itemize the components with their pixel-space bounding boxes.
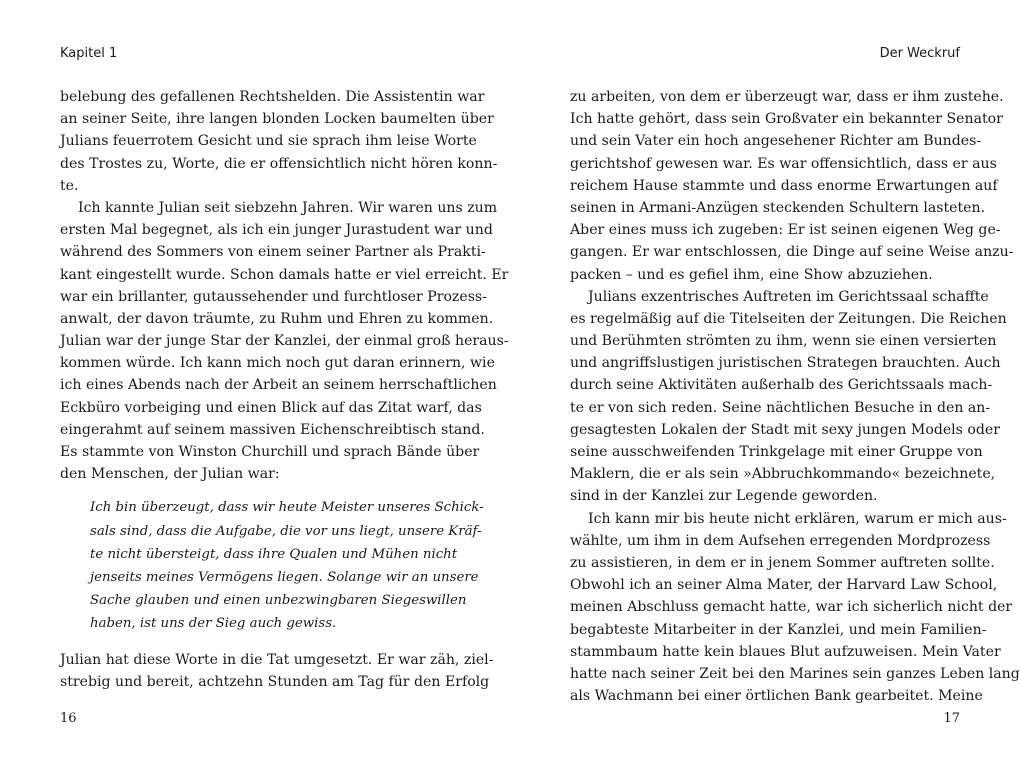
paragraph	[60, 86, 498, 197]
text-line: reichem Hause stammte und dass enorme Erwartungen auf	[570, 177, 998, 194]
text-line: seine ausschweifenden Trinkgelage mit einer Gruppe von	[570, 444, 983, 460]
text-line: es regelmäßig auf die Titelseiten der Zeitungen. Die Reichen	[570, 310, 1007, 327]
text-line: war ein brillanter, gutaussehender und furchtloser Prozess-	[60, 288, 487, 305]
text-line: hatte nach seiner Zeit bei den Marines sein ganzes Leben lang	[570, 665, 1020, 682]
paragraph	[60, 649, 494, 693]
text-line: Ich bin überzeugt, dass wir heute Meister unseres Schick-	[90, 500, 484, 516]
text-line: Obwohl ich an seiner Alma Mater, der Harvard Law School,	[570, 577, 998, 594]
text-line: Ich kann mir bis heute nicht erklären, warum er mich aus-	[588, 510, 1007, 527]
text-line: te er von sich reden. Seine nächtlichen Besuche in den an-	[570, 399, 991, 416]
text-line: und angriffslustigen juristischen Strategen brauchten. Auch	[570, 355, 1001, 372]
text-line: Sache glauben und einen unbezwingbaren Siegeswillen	[90, 593, 467, 609]
text-line: an seiner Seite, ihre langen blonden Locken baumelten über	[60, 111, 494, 128]
text-line: meinen Abschluss gemacht hatte, war ich sicherlich nicht der	[570, 599, 1013, 616]
text-line: jenseits meines Vermögens liegen. Solange wir an unsere	[90, 569, 479, 585]
text-line: Aber eines muss ich zugeben: Er ist seinen eigenen Weg ge-	[570, 222, 1001, 239]
page-number-left: 16	[60, 711, 77, 726]
text-line: wählte, um ihm in dem Aufsehen erregenden Mordprozess	[570, 532, 991, 549]
text-line: eingerahmt auf seinem massiven Eichenschreibtisch stand.	[60, 421, 485, 438]
text-line: Es stammte von Winston Churchill und sprach Bände über	[60, 444, 480, 460]
text-line: den Menschen, der Julian war:	[60, 466, 280, 483]
text-line: belebung des gefallenen Rechtshelden. Die Assistentin war	[60, 89, 485, 105]
text-line: zu assistieren, in dem er in jenem Sommer auftreten sollte.	[570, 554, 995, 571]
text-line: sind in der Kanzlei zur Legende geworden.	[570, 488, 878, 505]
text-line: ich eines Abends nach der Arbeit an seinem herrschaftlichen	[60, 377, 497, 394]
text-line: Eckbüro vorbeiging und einen Blick auf das Zitat warf, das	[60, 399, 482, 416]
text-line: te.	[60, 177, 79, 194]
text-line: Julian hat diese Worte in die Tat umgesetzt. Er war zäh, ziel-	[60, 651, 494, 668]
text-line: te nicht übersteigt, dass ihre Qualen und Mühen nicht	[90, 546, 458, 562]
text-line: Julians exzentrisches Auftreten im Gerichtssaal schaffte	[588, 288, 989, 305]
text-line: gangen. Er war entschlossen, die Dinge auf seine Weise anzu-	[570, 244, 1014, 261]
text-line: sals sind, dass die Aufgabe, die vor uns liegt, unsere Kräf-	[90, 523, 482, 539]
text-line: haben, ist uns der Sieg auch gewiss.	[90, 616, 337, 632]
text-line: begabteste Mitarbeiter in der Kanzlei, und mein Familien-	[570, 621, 987, 638]
text-line: Ich kannte Julian seit siebzehn Jahren. Wir waren uns zum	[78, 199, 498, 216]
left-page	[60, 0, 509, 763]
text-line: seinen in Armani-Anzügen steckenden Schultern lasteten.	[570, 199, 986, 216]
text-line: Julians feuerrotem Gesicht und sie sprach ihm leise Worte	[60, 133, 477, 150]
right-page	[570, 0, 1020, 763]
text-line: während des Sommers von einem seiner Partner als Prakti-	[60, 244, 486, 261]
running-head-right: Der Weckruf	[879, 46, 960, 61]
text-line: kant eingestellt wurde. Schon damals hatte er viel erreicht. Er	[60, 266, 509, 283]
text-line: gerichtshof gewesen war. Es war offensichtlich, dass er aus	[570, 155, 997, 172]
running-head-left: Kapitel 1	[60, 46, 118, 61]
text-line: strebig und bereit, achtzehn Stunden am Tag für den Erfolg	[60, 673, 490, 690]
text-line: anwalt, der davon träumte, zu Ruhm und Ehren zu kommen.	[60, 310, 494, 327]
left-page-body	[60, 86, 509, 693]
text-line: zu arbeiten, von dem er überzeugt war, dass er ihm zustehe.	[570, 89, 1004, 105]
text-line: kommen würde. Ich kann mich noch gut daran erinnern, wie	[60, 355, 495, 372]
text-line: durch seine Aktivitäten außerhalb des Gerichtssaals mach-	[570, 377, 993, 394]
text-line: Julian war der junge Star der Kanzlei, der einmal groß heraus-	[60, 333, 509, 350]
text-line: stammbaum hatte kein blaues Blut aufzuweisen. Mein Vater	[570, 643, 1001, 660]
text-line: des Trostes zu, Worte, die er offensichtlich nicht hören konn-	[60, 155, 498, 172]
paragraph	[570, 508, 1020, 708]
text-line: gesagtesten Lokalen der Stadt mit sexy jungen Models oder	[570, 421, 1000, 438]
paragraph	[60, 197, 509, 485]
churchill-quote	[90, 497, 484, 636]
text-line: und sein Vater ein hoch angesehener Richter am Bundes-	[570, 133, 982, 150]
text-line: packen – und es gefiel ihm, eine Show abzuziehen.	[570, 266, 933, 283]
text-line: ersten Mal begegnet, als ich ein junger Jurastudent war und	[60, 222, 493, 239]
text-line: Maklern, die er als sein »Abbruchkommando« bezeichnete,	[570, 466, 996, 483]
text-line: als Wachmann bei einer örtlichen Bank gearbeitet. Meine	[570, 688, 983, 705]
right-page-body	[570, 86, 1020, 707]
text-line: Ich hatte gehört, dass sein Großvater ein bekannter Senator	[570, 111, 1003, 128]
paragraph	[570, 86, 1014, 286]
text-line: und Berühmten strömten zu ihm, wenn sie einen versierten	[570, 333, 997, 350]
page-number-right: 17	[943, 711, 960, 726]
paragraph	[570, 286, 1007, 508]
